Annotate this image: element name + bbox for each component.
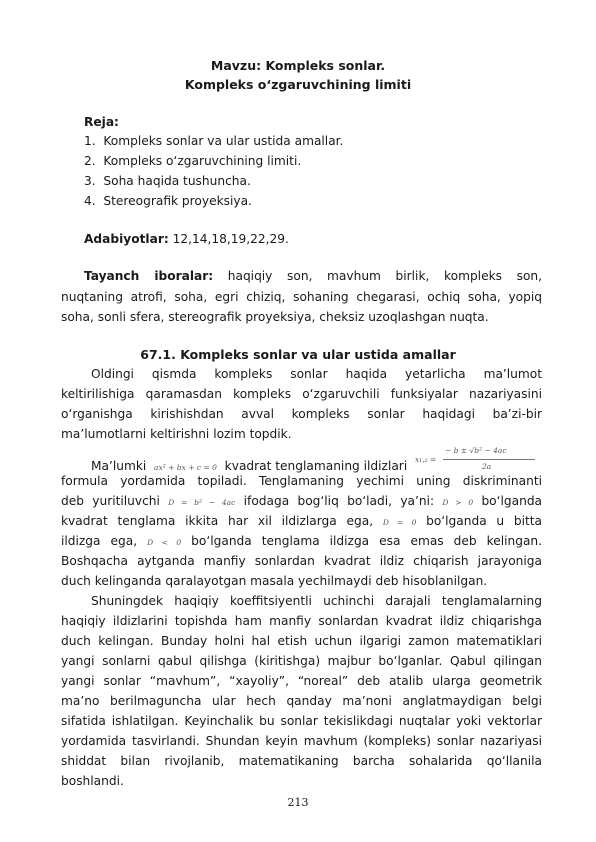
- paragraph-line: Boshqacha aytganda manfiy sonlardan kvadrat ildiz chiqarish jarayoniga: [61, 554, 542, 568]
- plan-item-text: Kompleks sonlar va ular ustida amallar.: [103, 134, 344, 148]
- plan-item-text: Kompleks o‘zgaruvchining limiti.: [103, 154, 302, 168]
- root-formula-numerator: − b ± √b² − 4ac: [444, 446, 507, 455]
- literature-line: [84, 232, 289, 246]
- paragraph-line: duch kelinganda qaralayotgan masala yechilmaydi deb hisoblanilgan.: [61, 574, 488, 588]
- text-run: deb yuritiluvchi: [61, 494, 160, 508]
- paragraph-line: Shuningdek haqiqiy koeffitsiyentli uchinchi darajali tenglamalarning: [91, 594, 542, 608]
- document-subtitle: Kompleks o‘zgaruvchining limiti: [184, 77, 412, 92]
- keywords-line: nuqtaning atrofi, soha, egri chiziq, sohaning chegarasi, ochiq soha, yopiq: [61, 290, 542, 304]
- paragraph-line: ma’no berilmaguncha ular hech qanday ma’noni anglatmaydigan belgi: [61, 694, 542, 708]
- root-formula-denominator: 2a: [481, 462, 492, 471]
- plan-item-number: 1.: [84, 134, 96, 148]
- paragraph-line: [91, 446, 537, 476]
- text-run: kvadrat tenglama ikkita har xil ildizlarga ega,: [61, 514, 374, 528]
- plan-item-number: 3.: [84, 174, 96, 188]
- paragraph-line: [61, 534, 542, 548]
- text-run: ifodaga bog‘liq bo‘ladi, ya’ni:: [243, 494, 435, 508]
- paragraph-line: boshlandi.: [61, 774, 124, 788]
- paragraph-line: [61, 494, 542, 508]
- condition-negative: D < 0: [147, 538, 182, 547]
- keywords-line: [84, 269, 542, 283]
- keywords-label: Tayanch iboralar:: [84, 269, 214, 283]
- paragraph-line: o‘rganishga kirishishdan avval kompleks sonlar haqidagi ba’zi-bir: [61, 407, 542, 421]
- keywords-line: soha, sonli sfera, stereografik proyeksiya, cheksiz uzoqlashgan nuqta.: [61, 310, 489, 324]
- text-run: ildizga ega,: [61, 534, 138, 548]
- document-title: Mavzu: Kompleks sonlar.: [210, 58, 386, 73]
- paragraph-line: haqiqiy ildizlarini topishda ham manfiy sonlardan kvadrat ildiz chiqarishga: [61, 614, 542, 628]
- section-heading: 67.1. Kompleks sonlar va ular ustida amallar: [140, 347, 456, 362]
- text-run: bo‘lganda u bitta: [426, 514, 543, 528]
- literature-label: Adabiyotlar:: [84, 232, 169, 246]
- paragraph-line: sifatida ishlatilgan. Keyinchalik bu sonlar tekislikdagi nuqtalar yoki vektorlar: [61, 714, 542, 728]
- condition-zero: D = 0: [382, 518, 417, 527]
- root-formula: [415, 446, 537, 476]
- plan-item-number: 4.: [84, 194, 96, 208]
- paragraph-line: duch kelingan. Bunday holni hal etish uchun ilgarigi zamon matematiklari: [61, 634, 542, 648]
- paragraph-line: [61, 514, 542, 528]
- plan-item: [84, 154, 301, 168]
- plan-heading: Reja:: [84, 115, 119, 129]
- paragraph-line: keltirilishiga qaramasdan kompleks o‘zgaruvchili funksiyalar nazariyasini: [61, 387, 542, 401]
- text-run: Ma’lumki: [91, 459, 147, 473]
- paragraph-line: shiddat bilan rivojlanib, matematikaning barcha sohalarida qo‘llanila: [61, 754, 542, 768]
- discriminant-formula: D = b² − 4ac: [168, 498, 236, 507]
- paragraph-line: yordamida tasvirlandi. Shundan keyin mavhum (kompleks) sonlar nazariyasi: [61, 734, 542, 748]
- literature-value: 12,14,18,19,22,29.: [168, 232, 289, 246]
- paragraph-line: ma’lumotlarni keltirishni lozim topdik.: [61, 427, 292, 441]
- page-number: 213: [287, 796, 309, 809]
- plan-item: [84, 134, 343, 148]
- quadratic-equation: ax² + bx + c = 0: [154, 463, 217, 472]
- plan-item-number: 2.: [84, 154, 96, 168]
- keywords-text: haqiqiy son, mavhum birlik, kompleks son,: [227, 269, 542, 283]
- paragraph-line: Oldingi qismda kompleks sonlar haqida yetarlicha ma’lumot: [91, 367, 542, 381]
- fraction-bar: [443, 459, 535, 460]
- text-run: bo‘lganda tenglama ildizga esa emas deb kelingan.: [191, 534, 543, 548]
- text-run: bo‘lganda: [481, 494, 543, 508]
- plan-item: [84, 174, 251, 188]
- plan-item-text: Stereografik proyeksiya.: [103, 194, 252, 208]
- root-formula-lhs: x₁,₂ =: [414, 455, 437, 464]
- plan-item: [84, 194, 252, 208]
- plan-item-text: Soha haqida tushuncha.: [103, 174, 251, 188]
- condition-positive: D > 0: [442, 498, 474, 507]
- text-run: kvadrat tenglamaning ildizlari: [224, 459, 408, 473]
- paragraph-line: yangi sonlarni qabul qilishga (kiritishga) majbur bo‘lganlar. Qabul qilingan: [61, 654, 542, 668]
- paragraph-line: formula yordamida topiladi. Tenglamaning yechimi uning diskriminanti: [61, 474, 542, 488]
- paragraph-line: yangi sonlar “mavhum”, “xayoliy”, “noreal” deb atalib ularga geometrik: [61, 674, 542, 688]
